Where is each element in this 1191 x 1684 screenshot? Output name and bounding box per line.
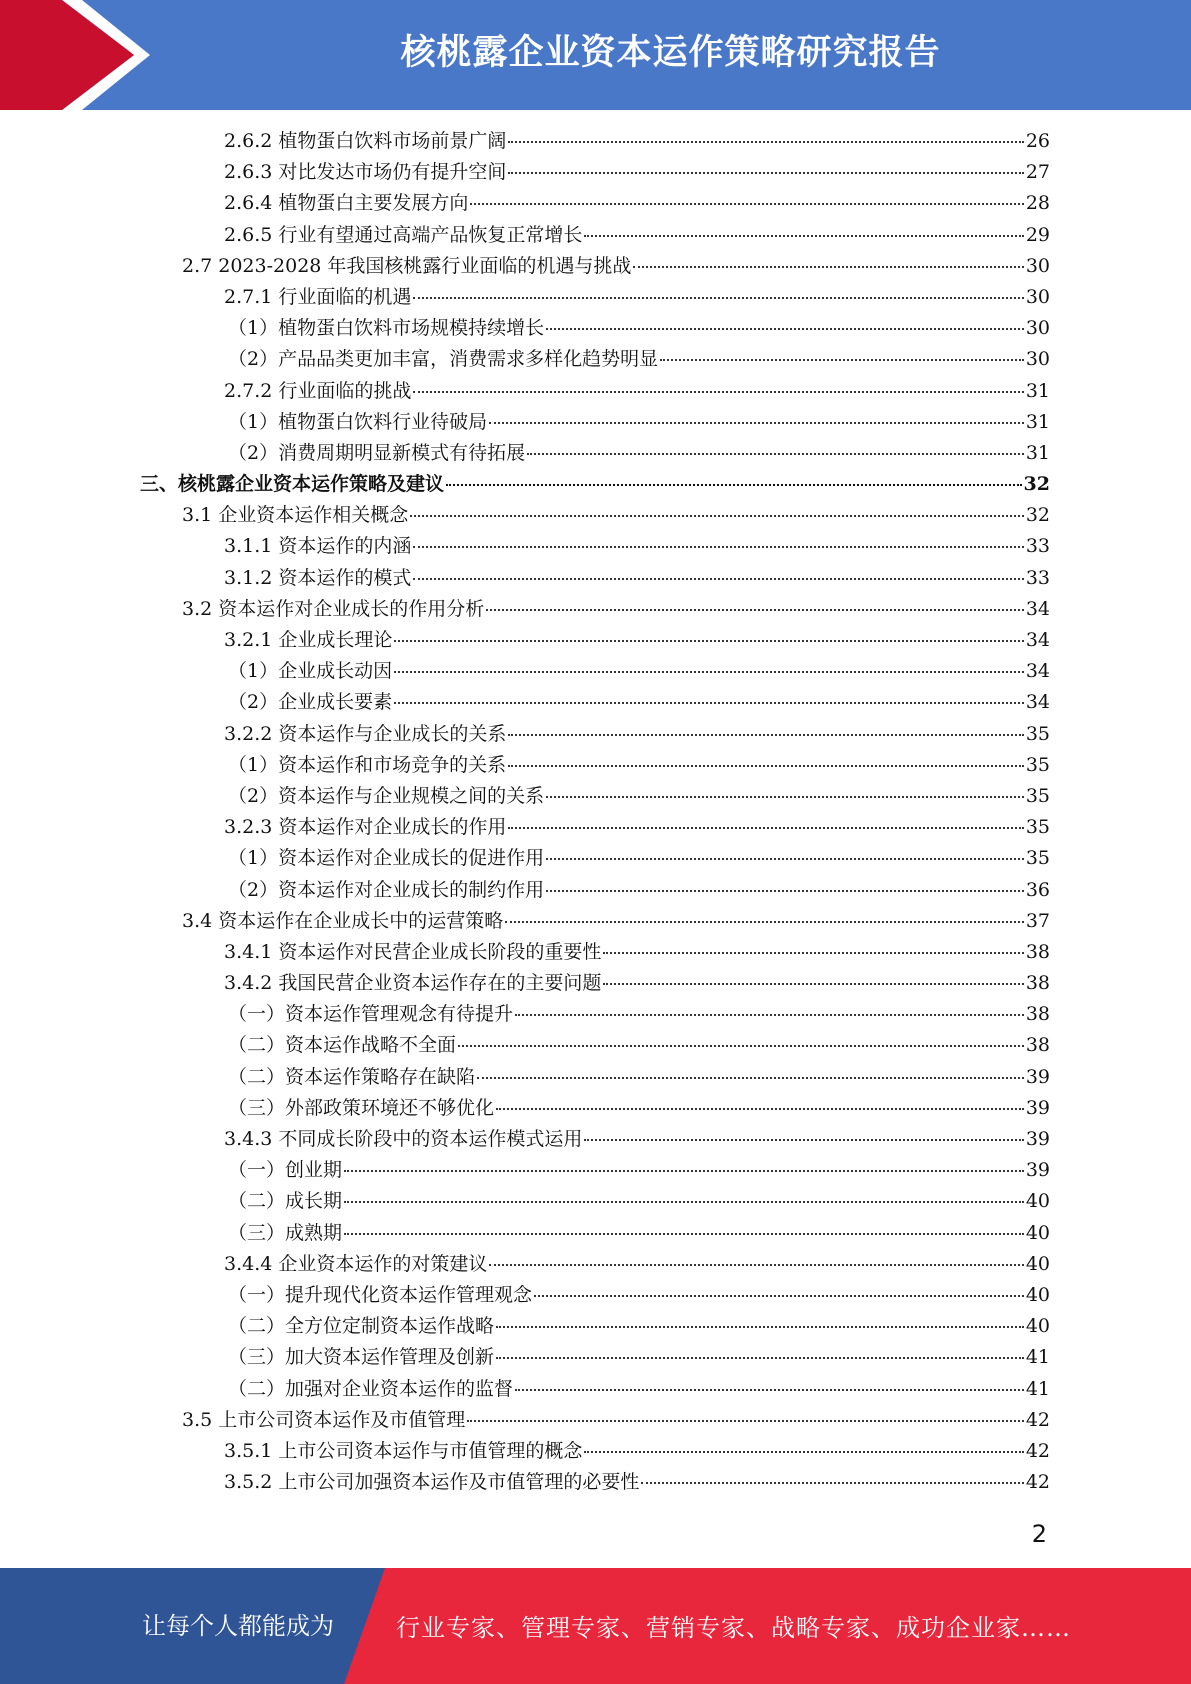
toc-entry-title: （2）消费周期明显新模式有待拓展	[228, 441, 526, 464]
toc-entry-page: 30	[1025, 254, 1050, 277]
toc-dot-leader	[394, 701, 1024, 704]
toc-entry[interactable]	[140, 656, 1050, 687]
toc-entry[interactable]	[140, 594, 1050, 625]
toc-entry-title: （三）成熟期	[228, 1221, 343, 1244]
toc-entry-page: 27	[1025, 161, 1050, 184]
toc-entry-page: 41	[1025, 1377, 1050, 1400]
toc-entry[interactable]	[140, 625, 1050, 656]
toc-entry-title: 2.7.2 行业面临的挑战	[224, 379, 412, 402]
toc-entry[interactable]	[140, 1155, 1050, 1186]
toc-entry[interactable]	[140, 1436, 1050, 1467]
toc-entry-title: 3.4.1 资本运作对民营企业成长阶段的重要性	[224, 940, 602, 963]
header-red-arrow	[0, 0, 134, 110]
toc-entry-page: 34	[1025, 597, 1050, 620]
toc-dot-leader	[508, 826, 1023, 829]
toc-entry[interactable]	[140, 1342, 1050, 1373]
toc-entry-page: 39	[1025, 1065, 1050, 1088]
toc-entry-title: 2.6.5 行业有望通过高端产品恢复正常增长	[224, 223, 583, 246]
toc-dot-leader	[489, 421, 1024, 424]
toc-entry-page: 39	[1025, 1159, 1050, 1182]
toc-entry[interactable]	[140, 376, 1050, 407]
toc-entry-title: 3.1 企业资本运作相关概念	[182, 504, 409, 527]
toc-entry[interactable]	[140, 843, 1050, 874]
footer-slogan-right: 行业专家、管理专家、营销专家、战略专家、成功企业家……	[396, 1614, 1071, 1642]
table-of-contents	[140, 126, 1050, 1498]
toc-entry[interactable]	[140, 1249, 1050, 1280]
toc-entry-page: 40	[1025, 1315, 1050, 1338]
toc-entry[interactable]	[140, 438, 1050, 469]
toc-entry-title: （1）资本运作对企业成长的促进作用	[228, 847, 545, 870]
toc-entry-page: 35	[1025, 784, 1050, 807]
toc-entry[interactable]	[140, 750, 1050, 781]
toc-entry-title: （2）企业成长要素	[228, 691, 393, 714]
toc-entry-title: 3.5.2 上市公司加强资本运作及市值管理的必要性	[224, 1471, 640, 1494]
toc-entry-page: 33	[1025, 566, 1050, 589]
toc-dot-leader	[486, 608, 1024, 611]
toc-entry[interactable]	[140, 937, 1050, 968]
toc-entry-title: （二）加强对企业资本运作的监督	[228, 1377, 514, 1400]
toc-entry-title: （一）提升现代化资本运作管理观念	[228, 1283, 533, 1306]
toc-entry-page: 36	[1025, 878, 1050, 901]
toc-entry[interactable]	[140, 1405, 1050, 1436]
toc-entry-title: 3.4 资本运作在企业成长中的运营策略	[182, 909, 504, 932]
toc-entry-title: （三）外部政策环境还不够优化	[228, 1096, 495, 1119]
toc-entry-title: （一）创业期	[228, 1159, 343, 1182]
toc-dot-leader	[394, 670, 1024, 673]
toc-entry[interactable]	[140, 1186, 1050, 1217]
toc-entry-page: 35	[1025, 816, 1050, 839]
toc-entry-title: 3.4.3 不同成长阶段中的资本运作模式运用	[224, 1128, 583, 1150]
toc-entry[interactable]	[140, 220, 1050, 251]
toc-entry-title: 3.2.2 资本运作与企业成长的关系	[224, 722, 507, 745]
toc-dot-leader	[515, 1013, 1024, 1016]
toc-entry[interactable]	[140, 781, 1050, 812]
toc-entry-page: 38	[1025, 1003, 1050, 1026]
toc-entry[interactable]	[140, 1124, 1050, 1155]
toc-entry[interactable]	[140, 469, 1050, 500]
toc-entry-page: 40	[1025, 1190, 1050, 1213]
toc-entry-title: （1）植物蛋白饮料行业待破局	[228, 410, 488, 433]
toc-entry-page: 30	[1025, 317, 1050, 340]
toc-entry[interactable]	[140, 1467, 1050, 1498]
toc-entry[interactable]	[140, 906, 1050, 937]
toc-dot-leader	[413, 577, 1023, 580]
toc-entry-title: （二）全方位定制资本运作战略	[228, 1315, 495, 1338]
toc-entry-page: 39	[1025, 1096, 1050, 1119]
toc-entry-page: 35	[1025, 722, 1050, 745]
toc-dot-leader	[489, 1263, 1023, 1266]
toc-entry-page: 30	[1025, 348, 1050, 371]
toc-entry-title: 3.5 上市公司资本运作及市值管理	[182, 1408, 466, 1431]
toc-entry[interactable]	[140, 344, 1050, 375]
toc-entry[interactable]	[140, 1093, 1050, 1124]
toc-dot-leader	[660, 358, 1024, 361]
toc-entry[interactable]	[140, 531, 1050, 562]
toc-entry-page: 40	[1025, 1283, 1050, 1306]
toc-dot-leader	[508, 140, 1023, 143]
toc-entry-title: 3.4.2 我国民营企业资本运作存在的主要问题	[224, 972, 602, 995]
toc-entry[interactable]	[140, 407, 1050, 438]
toc-entry-page: 34	[1025, 660, 1050, 683]
toc-entry-page: 38	[1025, 1034, 1050, 1057]
toc-entry-page: 31	[1025, 441, 1050, 464]
toc-entry[interactable]	[140, 1062, 1050, 1093]
toc-entry[interactable]	[140, 282, 1050, 313]
toc-dot-leader	[603, 951, 1023, 954]
toc-dot-leader	[584, 1138, 1023, 1141]
page-number: 2	[1031, 1520, 1047, 1548]
toc-dot-leader	[394, 639, 1023, 642]
toc-entry[interactable]	[140, 812, 1050, 843]
toc-dot-leader	[413, 296, 1023, 299]
toc-entry-page: 34	[1025, 691, 1050, 714]
toc-entry-page: 37	[1025, 909, 1050, 932]
toc-entry-title: 3.2 资本运作对企业成长的作用分析	[182, 597, 485, 620]
toc-dot-leader	[546, 857, 1024, 860]
toc-entry-page: 26	[1025, 130, 1050, 152]
toc-dot-leader	[584, 234, 1023, 237]
toc-entry-title: （二）资本运作战略不全面	[228, 1034, 457, 1057]
toc-entry-title: （1）资本运作和市场竞争的关系	[228, 753, 507, 776]
toc-dot-leader	[505, 920, 1024, 923]
toc-entry-page: 28	[1025, 192, 1050, 215]
toc-entry-title: （二）成长期	[228, 1190, 343, 1213]
toc-dot-leader	[603, 982, 1023, 985]
toc-entry-page: 32	[1025, 504, 1050, 527]
toc-entry-title: （一）资本运作管理观念有待提升	[228, 1003, 514, 1026]
toc-entry[interactable]	[140, 1218, 1050, 1249]
toc-entry-title: 3.5.1 上市公司资本运作与市值管理的概念	[224, 1439, 583, 1462]
toc-entry-page: 39	[1025, 1128, 1050, 1150]
toc-entry-title: （二）资本运作策略存在缺陷	[228, 1065, 476, 1088]
toc-entry-title: （2）资本运作与企业规模之间的关系	[228, 784, 545, 807]
toc-entry-page: 35	[1025, 847, 1050, 870]
toc-entry-page: 31	[1025, 379, 1050, 402]
toc-dot-leader	[546, 327, 1024, 330]
toc-entry[interactable]	[140, 157, 1050, 188]
toc-entry[interactable]	[140, 1030, 1050, 1061]
page-header	[0, 0, 1191, 110]
toc-dot-leader	[534, 1294, 1024, 1297]
toc-entry-page: 42	[1025, 1408, 1050, 1431]
toc-dot-leader	[515, 1388, 1024, 1391]
toc-entry-page: 40	[1025, 1221, 1050, 1244]
toc-entry-title: 2.7 2023-2028 年我国核桃露行业面临的机遇与挑战	[182, 254, 632, 277]
toc-entry-title: （2）资本运作对企业成长的制约作用	[228, 878, 545, 901]
toc-dot-leader	[344, 1232, 1024, 1235]
toc-entry[interactable]	[140, 500, 1050, 531]
toc-entry[interactable]	[140, 188, 1050, 219]
toc-entry-page: 38	[1025, 940, 1050, 963]
toc-dot-leader	[508, 171, 1023, 174]
toc-dot-leader	[633, 265, 1023, 268]
toc-entry-page: 42	[1025, 1471, 1050, 1494]
toc-entry-page: 42	[1025, 1439, 1050, 1462]
toc-entry-title: （1）植物蛋白饮料市场规模持续增长	[228, 317, 545, 340]
toc-dot-leader	[508, 733, 1023, 736]
toc-entry-title: 3.4.4 企业资本运作的对策建议	[224, 1252, 488, 1275]
toc-entry[interactable]	[140, 1374, 1050, 1405]
toc-entry-page: 29	[1025, 223, 1050, 246]
toc-dot-leader	[641, 1481, 1023, 1484]
toc-entry-page: 33	[1025, 535, 1050, 558]
toc-dot-leader	[344, 1200, 1024, 1203]
toc-entry[interactable]	[140, 1311, 1050, 1342]
toc-dot-leader	[413, 390, 1023, 393]
toc-entry[interactable]	[140, 251, 1050, 282]
toc-dot-leader	[413, 545, 1023, 548]
toc-dot-leader	[527, 452, 1024, 455]
toc-dot-leader	[496, 1325, 1024, 1328]
toc-entry-title: （三）加大资本运作管理及创新	[228, 1346, 495, 1369]
toc-entry-title: 3.1.2 资本运作的模式	[224, 566, 412, 589]
toc-entry-title: 3.1.1 资本运作的内涵	[224, 535, 412, 558]
toc-entry-page: 38	[1025, 972, 1050, 995]
toc-dot-leader	[496, 1356, 1024, 1359]
toc-entry[interactable]	[140, 999, 1050, 1030]
toc-entry[interactable]	[140, 875, 1050, 906]
toc-dot-leader	[467, 1419, 1024, 1422]
toc-entry-title: 2.6.3 对比发达市场仍有提升空间	[224, 161, 507, 184]
toc-dot-leader	[458, 1044, 1024, 1047]
toc-entry[interactable]	[140, 313, 1050, 344]
toc-entry-title: 2.6.4 植物蛋白主要发展方向	[224, 192, 469, 215]
toc-entry-title: （2）产品品类更加丰富，消费需求多样化趋势明显	[228, 348, 659, 371]
toc-entry-title: 三、核桃露企业资本运作策略及建议	[140, 473, 445, 496]
toc-entry[interactable]	[140, 968, 1050, 999]
toc-entry[interactable]	[140, 687, 1050, 718]
toc-entry-title: 2.7.1 行业面临的机遇	[224, 285, 412, 308]
toc-entry-page: 32	[1023, 473, 1050, 496]
toc-dot-leader	[344, 1169, 1024, 1172]
page-footer	[0, 1568, 1191, 1684]
toc-dot-leader	[584, 1450, 1023, 1453]
toc-dot-leader	[470, 202, 1023, 205]
toc-entry[interactable]	[140, 563, 1050, 594]
footer-slogan-left: 让每个人都能成为	[142, 1612, 334, 1640]
toc-entry-title: （1）企业成长动因	[228, 660, 393, 683]
toc-dot-leader	[546, 889, 1024, 892]
toc-dot-leader	[508, 764, 1024, 767]
toc-dot-leader	[410, 514, 1024, 517]
toc-dot-leader	[477, 1076, 1024, 1079]
toc-entry-page: 30	[1025, 285, 1050, 308]
toc-entry-page: 41	[1025, 1346, 1050, 1369]
toc-entry-title: 3.2.1 企业成长理论	[224, 629, 393, 651]
toc-entry-page: 40	[1025, 1252, 1050, 1275]
toc-entry-title: 3.2.3 资本运作对企业成长的作用	[224, 816, 507, 839]
toc-entry[interactable]	[140, 126, 1050, 157]
toc-entry[interactable]	[140, 1280, 1050, 1311]
toc-entry-page: 34	[1025, 629, 1050, 651]
toc-dot-leader	[446, 483, 1022, 486]
toc-entry-title: 2.6.2 植物蛋白饮料市场前景广阔	[224, 130, 507, 152]
toc-entry-page: 31	[1025, 410, 1050, 433]
toc-entry[interactable]	[140, 719, 1050, 750]
toc-dot-leader	[546, 795, 1024, 798]
toc-entry-page: 35	[1025, 753, 1050, 776]
toc-dot-leader	[496, 1107, 1024, 1110]
page-title: 核桃露企业资本运作策略研究报告	[400, 33, 941, 73]
